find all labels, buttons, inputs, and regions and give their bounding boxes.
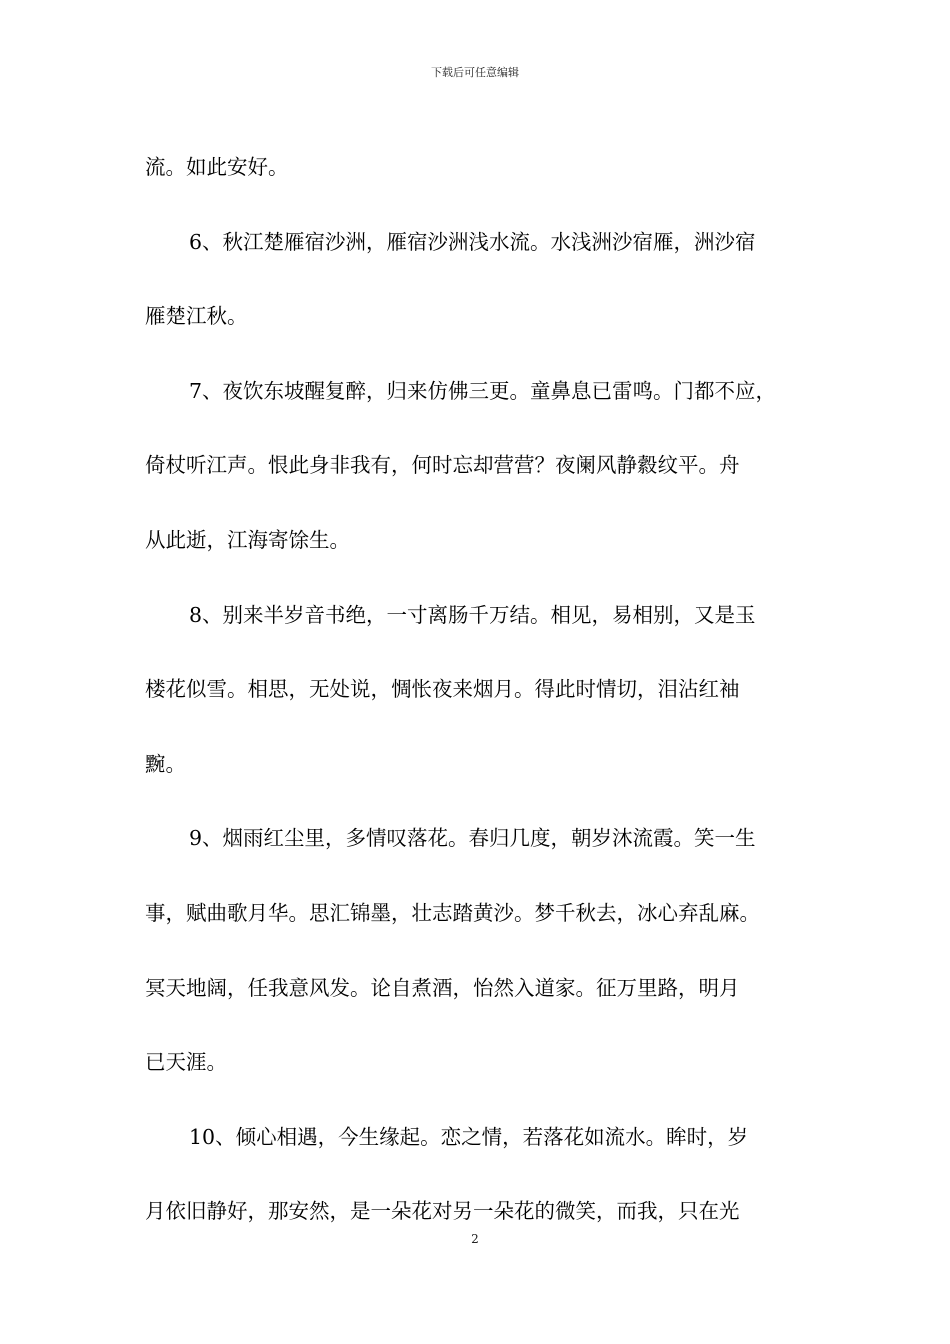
paragraph-item-8: [145, 578, 815, 802]
text-line: 7、夜饮东坡醒复醉，归来仿佛三更。童鼻息已雷鸣。门都不应，: [189, 378, 777, 403]
text-line: 流。如此安好。: [145, 155, 289, 179]
page-number: 2: [471, 1232, 479, 1246]
text-line: 雁楚江秋。: [145, 304, 248, 329]
text-line: 已天涯。: [145, 1050, 227, 1075]
paragraph-item-10: [145, 1100, 815, 1249]
text-line: 从此逝，江海寄馀生。: [145, 527, 350, 552]
paragraph-item-9: [145, 801, 815, 1099]
text-line: 9、烟雨红尘里，多情叹落花。春归几度，朝岁沐流霞。笑一生: [189, 826, 756, 851]
text-line: 月依旧静好，那安然，是一朵花对另一朵花的微笑，而我，只在光: [145, 1199, 740, 1224]
text-line: 黦。: [145, 751, 186, 776]
text-line: 10、倾心相遇，今生缘起。恋之情，若落花如流水。眸时，岁: [189, 1124, 749, 1149]
text-line: 8、别来半岁音书绝，一寸离肠千万结。相见，易相别，又是玉: [189, 602, 756, 627]
document-body: [145, 130, 815, 1249]
text-line: 6、秋江楚雁宿沙洲，雁宿沙洲浅水流。水浅洲沙宿雁，洲沙宿: [189, 229, 756, 254]
page-header: 下载后可任意编辑: [431, 66, 519, 79]
paragraph-continuation: [145, 130, 815, 205]
text-line: 楼花似雪。相思，无处说，惆怅夜来烟月。得此时情切，泪沾红袖: [145, 677, 740, 702]
paragraph-item-6: [145, 205, 815, 354]
paragraph-item-7: [145, 354, 815, 578]
text-line: 冥天地阔，任我意风发。论自煮酒，怡然入道家。征万里路，明月: [145, 975, 740, 1000]
text-line: 倚杖听江声。恨此身非我有，何时忘却营营？夜阑风静縠纹平。舟: [145, 453, 740, 478]
text-line: 事，赋曲歌月华。思汇锦墨，壮志踏黄沙。梦千秋去，冰心弃乱麻。: [145, 900, 760, 925]
